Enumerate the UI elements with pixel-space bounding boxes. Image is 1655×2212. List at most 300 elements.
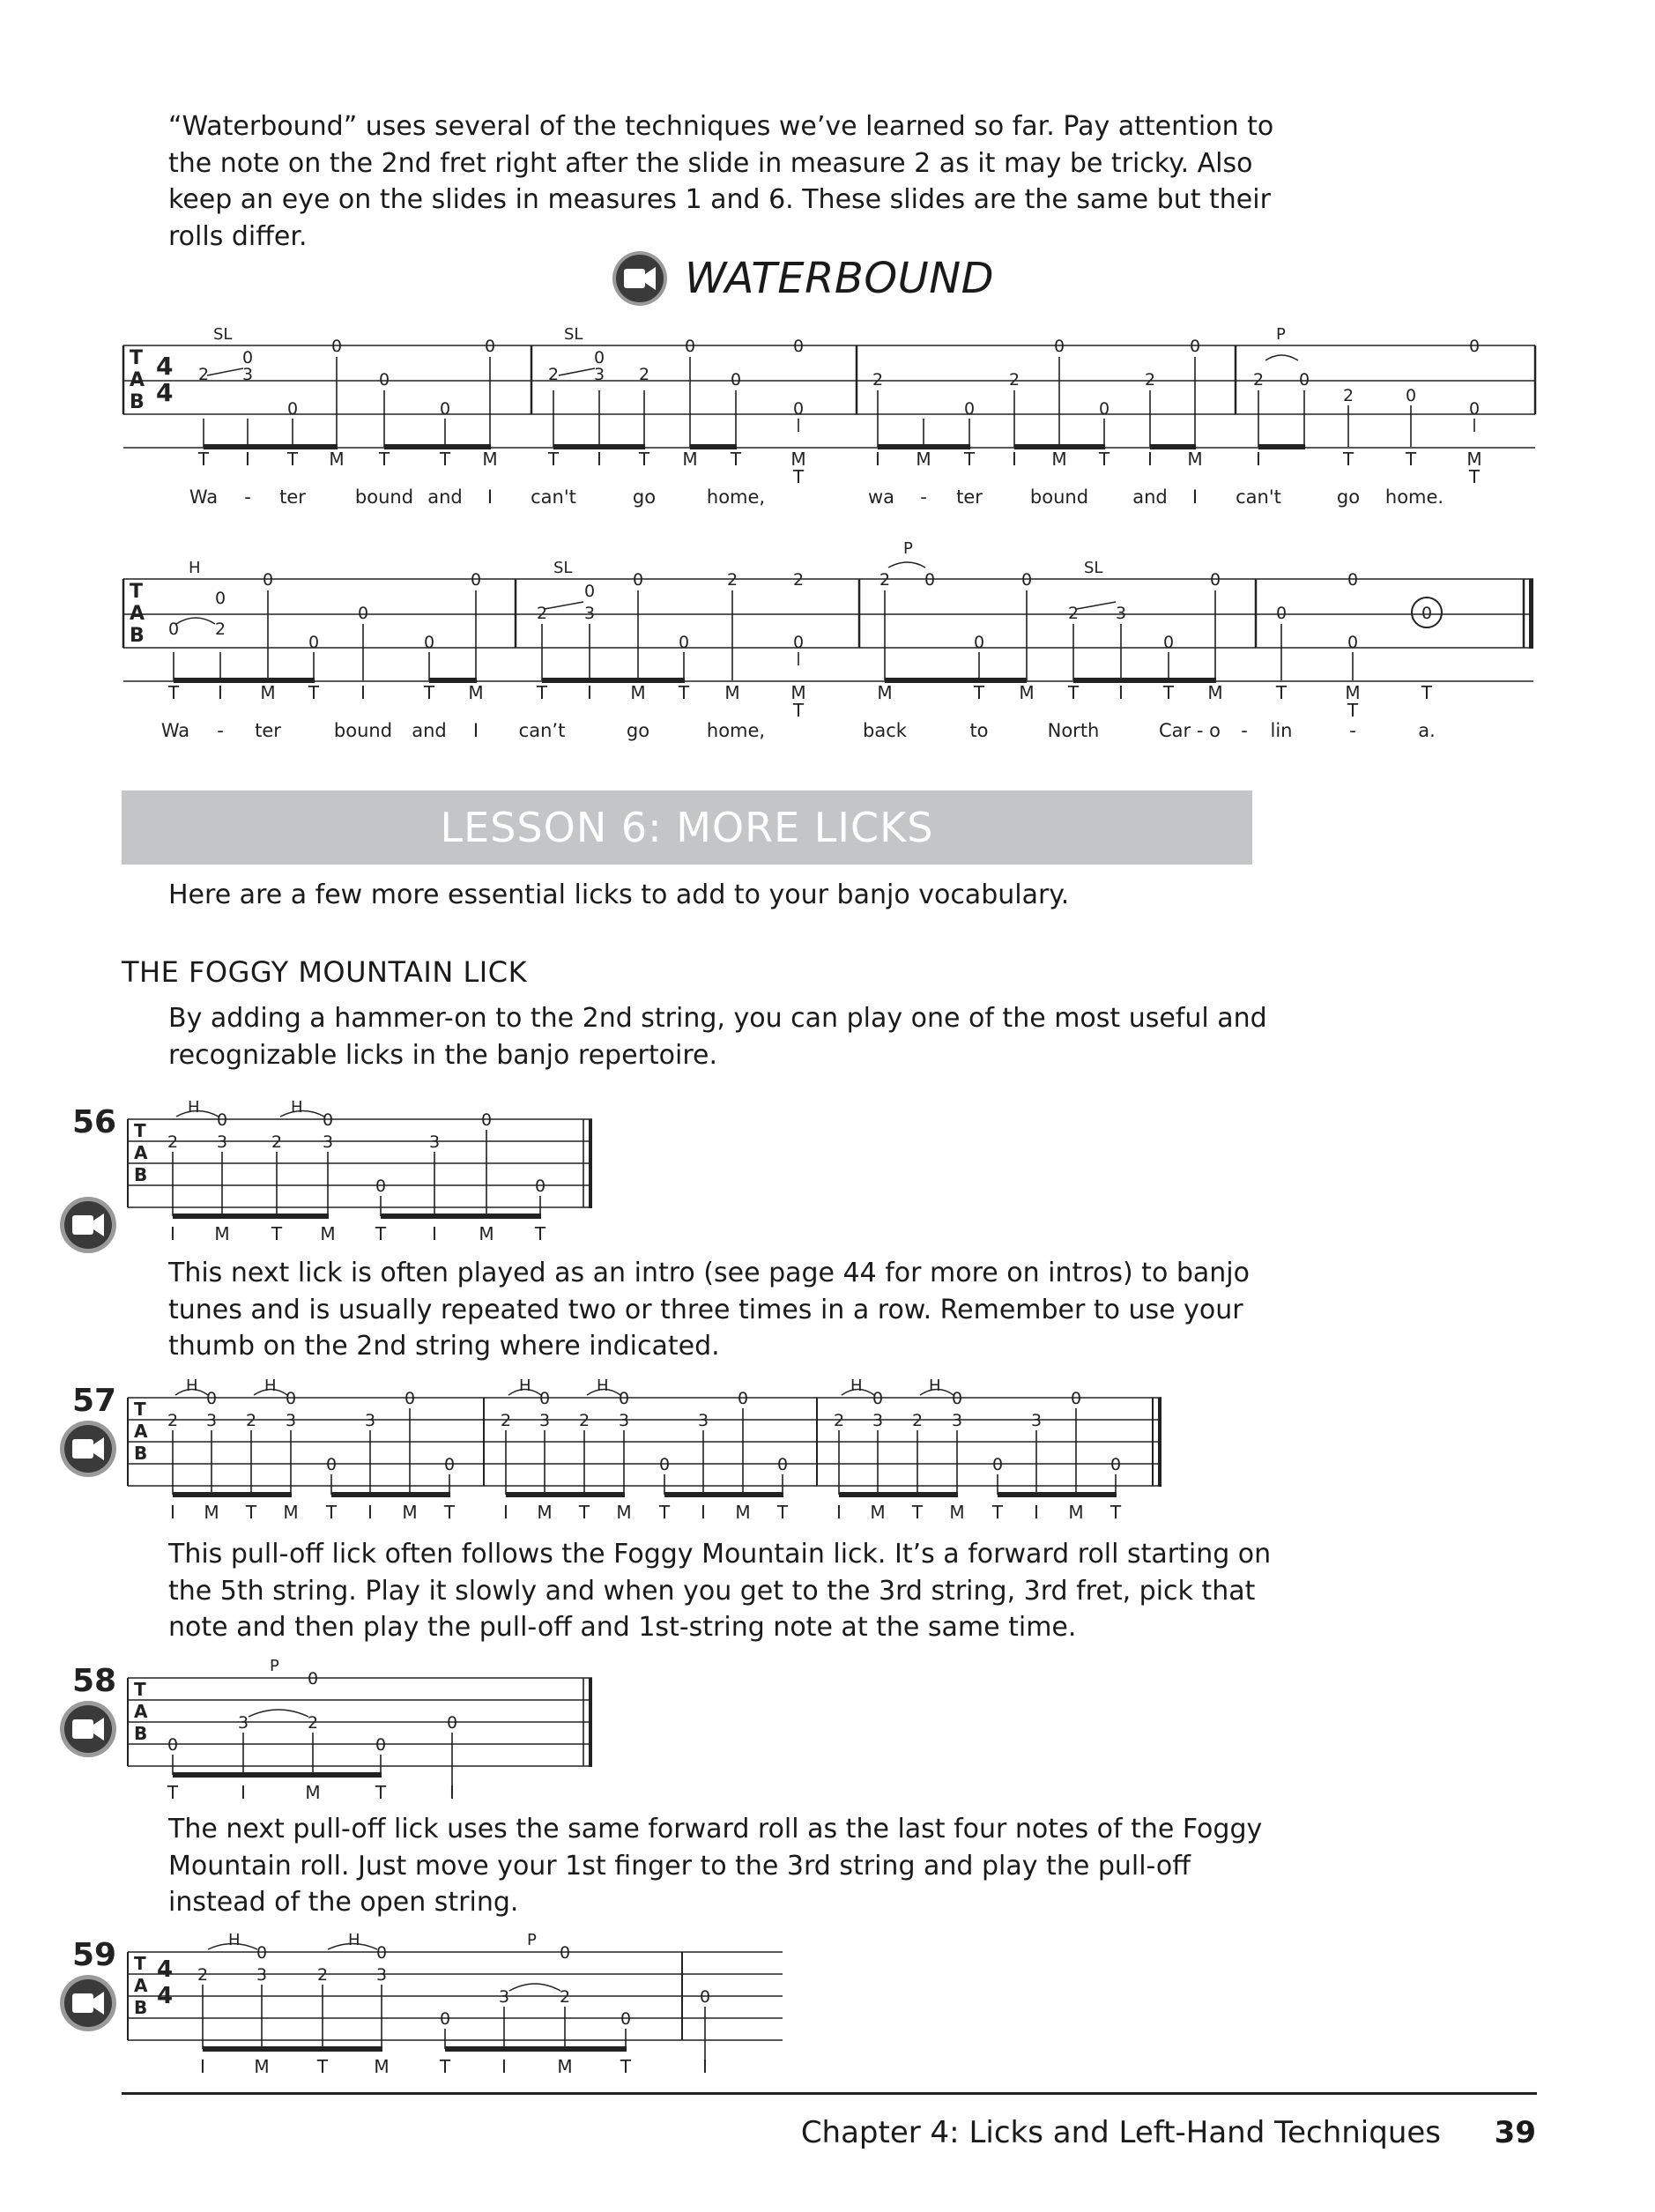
finger-label: M [204, 1502, 219, 1523]
tab-letter-b: B [130, 625, 145, 647]
finger-label: M [682, 449, 698, 470]
finger-label: M [479, 1223, 494, 1244]
tab-note: 0 [439, 399, 451, 419]
tab-note: 2 [1008, 370, 1020, 390]
tab-note: 0 [1020, 570, 1033, 590]
tab-note: 2 [197, 1965, 209, 1985]
tab-note: 0 [484, 337, 496, 356]
tab-note: 0 [256, 1943, 268, 1963]
lyric: - [1349, 720, 1356, 741]
example-number: 59 [72, 1937, 117, 1973]
finger-label: M [616, 1502, 632, 1523]
lyric: - [244, 486, 251, 508]
finger-label: T [197, 449, 210, 470]
lyric: - [1241, 720, 1248, 741]
tab-letter-t: T [134, 1399, 146, 1420]
technique-label: SL [1084, 559, 1103, 577]
tab-letter-a: A [134, 1142, 148, 1163]
finger-label: M [305, 1782, 321, 1803]
tab-note: 0 [924, 570, 936, 590]
tab-note: 0 [375, 1177, 387, 1196]
page-number: 39 [1494, 2115, 1536, 2150]
video-camera-icon[interactable] [60, 1197, 116, 1253]
time-sig-top: 4 [156, 352, 174, 381]
finger-label: M [630, 682, 646, 703]
finger-label: T [167, 1782, 179, 1803]
tab-note: 2 [167, 1132, 179, 1152]
technique-label: P [270, 1657, 279, 1675]
tab-note: 2 [547, 365, 560, 384]
finger-label: M [1051, 449, 1067, 470]
tab-note: 2 [1067, 604, 1080, 623]
tab-note: 0 [216, 1110, 228, 1130]
finger-label: M [1345, 682, 1361, 703]
lyric: I [486, 486, 494, 508]
tab-note: 2 [833, 1411, 845, 1430]
tab-note: 2 [1252, 370, 1265, 390]
technique-label: P [1276, 325, 1286, 344]
tab-note: 0 [446, 1713, 458, 1733]
tab-note: 0 [951, 1389, 963, 1408]
section-paragraph: By adding a hammer-on to the 2nd string, you can play one of the most useful and recognizable licks in the banjo repertoire. [168, 1003, 1267, 1071]
tab-note: 2 [911, 1411, 924, 1430]
lesson-heading-bar [122, 791, 1252, 865]
finger-label: T [536, 682, 548, 703]
technique-label: H [186, 1377, 198, 1395]
tab-note: 0 [1298, 370, 1310, 390]
tab-note: 3 [872, 1411, 884, 1430]
finger-label: T [1421, 682, 1433, 703]
tab-note: 3 [428, 1132, 441, 1152]
finger-label: I [367, 1502, 373, 1523]
finger-label: I [597, 449, 602, 470]
tab-letter-b: B [134, 1164, 148, 1185]
tab-note: 0 [684, 337, 696, 356]
lyric: North [1047, 720, 1100, 741]
tab-note: 0 [167, 1735, 179, 1755]
finger-label: I [1147, 449, 1153, 470]
lyric: I [1191, 486, 1199, 508]
tab-note: 2 [1342, 386, 1354, 405]
tab-note: 0 [286, 399, 299, 419]
tab-note: 0 [730, 370, 742, 390]
finger-label: T [286, 449, 299, 470]
finger-label: I [1256, 449, 1261, 470]
finger-label: I [200, 2056, 205, 2077]
technique-label: P [903, 539, 913, 558]
tab-note: 0 [963, 399, 976, 419]
finger-label: T [1098, 449, 1110, 470]
finger-label: T [1162, 682, 1175, 703]
tab-note: 0 [991, 1455, 1004, 1474]
finger-label: I [170, 1223, 175, 1244]
tab-note: 2 [245, 1411, 257, 1430]
tab-letter-t: T [130, 347, 144, 369]
lyric: lin [1270, 720, 1293, 741]
song-title-block [611, 248, 994, 309]
lyric: bound [354, 486, 414, 508]
finger-label: T [439, 449, 451, 470]
finger-label: T [638, 449, 650, 470]
time-sig-bottom: 4 [157, 1983, 174, 2009]
tab-note: 0 [1189, 337, 1201, 356]
tab-note: 2 [167, 1411, 179, 1430]
tab-note: 0 [443, 1455, 456, 1474]
lesson-intro: Here are a few more essential licks to add to your banjo vocabulary. [168, 880, 1070, 910]
finger-label: T [423, 682, 435, 703]
finger-label: T [1342, 449, 1354, 470]
paragraph-57: This next lick is often played as an intro (see page 44 for more on intros) to banjo tunes and is usually repeated two or three times in a row. Remember to use your thumb on the 2nd string where indicated. [168, 1258, 1250, 1362]
tab-note: 3 [498, 1987, 510, 2007]
tab-letter-t: T [134, 1120, 146, 1141]
finger-label: I [360, 682, 366, 703]
technique-label: H [850, 1377, 863, 1395]
time-sig-top: 4 [157, 1956, 174, 1983]
tab-note: 0 [1070, 1389, 1082, 1408]
tab-note: 0 [330, 337, 343, 356]
tab-note: 2 [500, 1411, 512, 1430]
lyric: a. [1418, 720, 1436, 741]
technique-label: H [929, 1377, 941, 1395]
finger-label: M [790, 449, 806, 470]
lyric: home. [1384, 486, 1444, 508]
tab-letter-b: B [134, 1723, 148, 1744]
tab-note: 0 [262, 570, 274, 590]
tab-note: 0 [1468, 337, 1481, 356]
lyric: ter [956, 486, 983, 508]
finger-label: T [325, 1502, 338, 1523]
finger-label: M [949, 1502, 965, 1523]
technique-label: H [291, 1098, 303, 1117]
lyric: and [427, 486, 463, 508]
lyric: and [412, 720, 447, 741]
tab-note: 2 [879, 570, 891, 590]
tab-note: 0 [678, 633, 690, 652]
finger-label: I [1034, 1502, 1039, 1523]
example-57-tab [0, 1371, 1234, 1530]
lyric: - [920, 486, 927, 508]
tab-note: 0 [439, 2009, 451, 2029]
finger-label: T [792, 700, 805, 721]
finger-label: M [260, 682, 276, 703]
tab-note: 0 [325, 1455, 338, 1474]
lyric: can't [1236, 486, 1281, 508]
lyric: ter [255, 720, 281, 741]
tab-note: 3 [322, 1132, 334, 1152]
tab-note: 3 [216, 1132, 228, 1152]
chapter-footer: Chapter 4: Licks and Left-Hand Techniques [800, 2115, 1441, 2150]
finger-label: T [443, 1502, 456, 1523]
tab-letter-b: B [130, 391, 145, 413]
finger-label: T [1110, 1502, 1122, 1523]
finger-label: T [963, 449, 976, 470]
lyric: go [626, 720, 650, 741]
tab-note: 2 [307, 1713, 319, 1733]
lyric: I [472, 720, 479, 741]
finger-label: T [578, 1502, 590, 1523]
finger-label: T [911, 1502, 924, 1523]
lyric: bound [1029, 486, 1089, 508]
tab-letter-a: A [134, 1421, 148, 1442]
tab-note: 2 [214, 620, 226, 639]
tab-note: 0 [792, 337, 805, 356]
tab-note: 2 [316, 1965, 329, 1985]
tab-note: 0 [1098, 399, 1110, 419]
finger-label: M [1019, 682, 1035, 703]
tab-note: 0 [285, 1389, 297, 1408]
tab-note: 0 [1347, 633, 1359, 652]
finger-label: M [877, 682, 893, 703]
finger-label: T [776, 1502, 789, 1523]
tab-note: 0 [1162, 633, 1175, 652]
tab-note: 0 [1209, 570, 1221, 590]
finger-label: M [1068, 1502, 1084, 1523]
tab-note: 3 [618, 1411, 630, 1430]
finger-label: I [702, 2056, 708, 2077]
lyric: Car - o [1159, 720, 1221, 741]
tab-note: 0 [1347, 570, 1359, 590]
tab-letter-t: T [130, 581, 144, 603]
tab-note: 0 [214, 589, 226, 608]
tab-note: 0 [357, 604, 369, 623]
video-camera-icon[interactable] [60, 1701, 116, 1757]
finger-label: T [620, 2056, 632, 2077]
example-number: 57 [72, 1383, 117, 1419]
tab-note: 0 [241, 348, 254, 367]
finger-label: M [537, 1502, 553, 1523]
finger-label: M [724, 682, 740, 703]
example-number: 58 [72, 1663, 117, 1699]
lyric: home, [706, 486, 766, 508]
finger-label: M [735, 1502, 751, 1523]
finger-label: T [1275, 682, 1288, 703]
tab-note: 0 [1110, 1455, 1122, 1474]
finger-label: M [320, 1223, 336, 1244]
technique-label: H [228, 1931, 241, 1949]
tab-note: 0 [1405, 386, 1417, 405]
example-56-tab [0, 1093, 793, 1251]
tab-note: 0 [620, 2009, 632, 2029]
tab-note: 3 [256, 1965, 268, 1985]
tab-note: 2 [792, 570, 805, 590]
tab-note: 0 [973, 633, 985, 652]
tab-note: 0 [1421, 604, 1433, 623]
tab-note: 0 [378, 370, 390, 390]
tab-note: 3 [285, 1411, 297, 1430]
tab-note: 0 [322, 1110, 334, 1130]
tab-note: 2 [726, 570, 738, 590]
tab-note: 3 [593, 365, 605, 384]
finger-label: M [1466, 449, 1482, 470]
section-heading: THE FOGGY MOUNTAIN LICK [122, 955, 528, 989]
finger-label: T [1347, 700, 1359, 721]
tab-letter-t: T [134, 1953, 146, 1974]
tab-note: 0 [404, 1389, 416, 1408]
tab-note: 0 [308, 633, 320, 652]
tab-note: 2 [578, 1411, 590, 1430]
finger-label: T [271, 1223, 283, 1244]
finger-label: T [167, 682, 180, 703]
time-sig-bottom: 4 [156, 378, 174, 407]
tab-note: 0 [583, 582, 596, 601]
tab-note: 3 [241, 365, 254, 384]
finger-label: M [870, 1502, 886, 1523]
finger-label: T [245, 1502, 257, 1523]
finger-label: T [658, 1502, 671, 1523]
finger-label: M [482, 449, 498, 470]
finger-label: T [678, 682, 690, 703]
tab-note: 3 [583, 604, 596, 623]
lyric: and [1132, 486, 1168, 508]
song-title: WATERBOUND [685, 254, 995, 303]
lyric: can’t [518, 720, 566, 741]
tab-note: 0 [538, 1389, 551, 1408]
finger-label: T [973, 682, 985, 703]
technique-label: H [519, 1377, 531, 1395]
tab-note: 3 [1030, 1411, 1043, 1430]
example-59-tab [0, 1926, 881, 2084]
tab-note: 3 [205, 1411, 218, 1430]
finger-label: M [402, 1502, 418, 1523]
lyric: can't [531, 486, 576, 508]
tab-note: 0 [375, 1943, 388, 1963]
tab-note: 2 [197, 365, 210, 384]
finger-label: T [991, 1502, 1004, 1523]
tab-letter-a: A [134, 1975, 148, 1996]
tab-note: 3 [364, 1411, 376, 1430]
finger-label: I [241, 1782, 246, 1803]
finger-label: I [449, 1782, 455, 1803]
lyric: bound [333, 720, 393, 741]
finger-label: I [170, 1502, 175, 1523]
tab-note: 0 [480, 1110, 493, 1130]
tab-note: 0 [618, 1389, 630, 1408]
finger-label: M [329, 449, 345, 470]
tab-note: 3 [697, 1411, 709, 1430]
finger-label: I [218, 682, 223, 703]
finger-label: T [1067, 682, 1080, 703]
finger-label: T [792, 466, 805, 487]
tab-note: 0 [593, 348, 605, 367]
finger-label: T [534, 1223, 546, 1244]
lyric: ter [279, 486, 306, 508]
lyric: go [632, 486, 657, 508]
tab-note: 2 [271, 1132, 283, 1152]
technique-label: H [264, 1377, 277, 1395]
finger-label: T [375, 1223, 387, 1244]
tab-note: 3 [538, 1411, 551, 1430]
finger-label: I [1118, 682, 1124, 703]
tab-note: 0 [632, 570, 644, 590]
tab-letter-t: T [134, 1679, 146, 1700]
tab-note: 0 [658, 1455, 671, 1474]
tab-note: 0 [776, 1455, 789, 1474]
finger-label: M [214, 1223, 230, 1244]
tab-note: 3 [375, 1965, 388, 1985]
video-camera-icon[interactable] [60, 1975, 116, 2031]
intro-paragraph: “Waterbound” uses several of the techniques we’ve learned so far. Pay attention to the note on the 2nd fret right after the slide in measure 2 as it may be tricky. Also keep an eye on the slides in measures 1 and 6. These slides are the same but their rolls differ. [168, 111, 1274, 252]
tab-letter-a: A [130, 369, 145, 391]
technique-label: P [527, 1931, 537, 1949]
video-camera-icon[interactable] [611, 249, 669, 308]
finger-label: M [254, 2056, 270, 2077]
tab-note: 2 [536, 604, 548, 623]
finger-label: T [378, 449, 390, 470]
lyric: back [863, 720, 907, 741]
technique-label: H [189, 559, 201, 577]
finger-label: T [1468, 466, 1481, 487]
finger-label: I [501, 2056, 507, 2077]
tab-note: 2 [872, 370, 884, 390]
paragraph-59: The next pull-off lick uses the same forward roll as the last four notes of the Foggy Mountain roll. Just move your 1st finger to the 3rd string and play the pull-off instead of the open string. [168, 1814, 1263, 1918]
finger-label: M [1187, 449, 1203, 470]
tab-note: 0 [699, 1987, 711, 2007]
lyric: - [217, 720, 224, 741]
tab-letter-b: B [134, 1443, 148, 1464]
finger-label: M [1207, 682, 1223, 703]
tab-note: 0 [423, 633, 435, 652]
finger-label: M [468, 682, 484, 703]
tab-note: 0 [737, 1389, 749, 1408]
finger-label: T [316, 2056, 329, 2077]
technique-label: SL [564, 325, 583, 344]
lyric: Wa [160, 720, 190, 741]
tab-note: 0 [872, 1389, 884, 1408]
tab-note: 0 [559, 1943, 571, 1963]
tab-note: 3 [951, 1411, 963, 1430]
technique-label: H [188, 1098, 200, 1117]
lyric: Wa [189, 486, 219, 508]
tab-note: 0 [534, 1177, 546, 1196]
example-58-tab [0, 1652, 793, 1810]
technique-label: H [597, 1377, 609, 1395]
tab-note: 0 [205, 1389, 218, 1408]
finger-label: M [916, 449, 931, 470]
lyric: wa [867, 486, 895, 508]
finger-label: I [1012, 449, 1017, 470]
finger-label: I [432, 1223, 437, 1244]
finger-label: T [547, 449, 560, 470]
finger-label: I [701, 1502, 706, 1523]
lyric: to [969, 720, 989, 741]
waterbound-staff-2 [0, 539, 1655, 749]
finger-label: I [245, 449, 250, 470]
tab-note: 0 [1275, 604, 1288, 623]
example-number: 56 [72, 1104, 117, 1140]
paragraph-58: This pull-off lick often follows the Foggy Mountain lick. It’s a forward roll starting on the 5th string. Play it slowly and when you get to the 3rd string, 3rd fret, pick that note and then play the pull-off and 1st-string note at the same time. [168, 1539, 1272, 1643]
finger-label: T [730, 449, 742, 470]
technique-label: SL [553, 559, 573, 577]
tab-note: 0 [1468, 399, 1481, 419]
finger-label: I [875, 449, 880, 470]
finger-label: I [836, 1502, 842, 1523]
finger-label: I [503, 1502, 508, 1523]
lyric: go [1336, 486, 1361, 508]
finger-label: T [375, 1782, 387, 1803]
finger-label: T [308, 682, 320, 703]
finger-label: M [283, 1502, 299, 1523]
finger-label: M [790, 682, 806, 703]
tab-note: 0 [167, 620, 180, 639]
footer-rule [122, 2092, 1537, 2095]
video-camera-icon[interactable] [60, 1421, 116, 1477]
finger-label: I [587, 682, 592, 703]
finger-label: M [374, 2056, 390, 2077]
tab-note: 0 [470, 570, 482, 590]
finger-label: T [1405, 449, 1417, 470]
tab-note: 3 [1115, 604, 1127, 623]
tab-note: 0 [375, 1735, 387, 1755]
